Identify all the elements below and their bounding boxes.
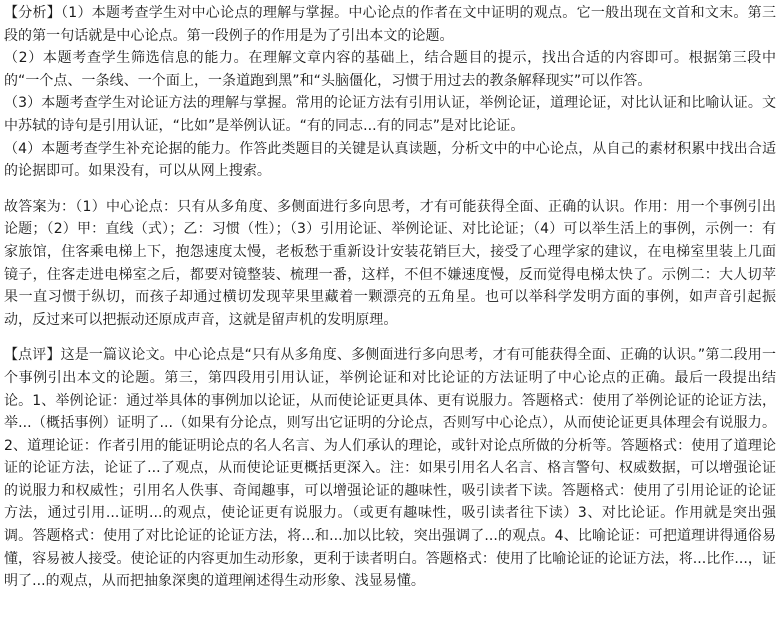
answer-section [4,196,776,332]
section-spacer [4,331,776,344]
analysis-paragraph-2: （2）本题考查学生筛选信息的能力。在理解文章内容的基础上，结合题目的提示，找出合适的内容即可。根据第三段中的“一个点、一条线、一个面上，一条道跑到黑”和“头脑僵化，习惯于用过去的教条解释现实”可以作答。 [4,50,776,89]
comment-paragraph: 【点评】这是一篇议论文。中心论点是“只有从多角度、多侧面进行多向思考，才有可能获得全面、正确的认识。”第二段用一个事例引出本文的论题。第三，第四段用引用认证，举例论证和对比论证的方法证明了中心论点的正确。最后一段提出结论。1、举例论证：通过举具体的事例加以论证，从而使论证更具体、更有说服力。答题格式：使用了举例论证的论证方法，举...（概括事例）证明了...（如果有分论点，则写出它证明的分论点，否则写中心论点），从而使论证更具体理会有说服力。2、道理论证：作者引用的能证明论点的名人名言、为人们承认的理论，或针对论点所做的分析等。答题格式：使用了道理论证的论证方法，论证了...了观点，从而使论证更概括更深入。注：如果引用名人名言、格言警句、权威数据，可以增强论证的说服力和权威性；引用名人佚事、奇闻趣事，可以增强论证的趣味性，吸引读者下读。答题格式：使用了引用论证的论证方法，通过引用...证明...的观点，使论证更有说服力。（或更有趣味性，吸引读者往下读）3、对比论证。作用就是突出强调。答题格式：使用了对比论证的论证方法，将...和...加以比较，突出强调了...的观点。4、比喻论证：可把道理讲得通俗易懂，容易被人接受。使论证的内容更加生动形象，更利于读者明白。答题格式：使用了比喻论证的论证方法，将...比作...，证明了...的观点，从而把抽象深奥的道理阐述得生动形象、浅显易懂。 [4,347,776,590]
analysis-paragraph-3: （3）本题考查学生对论证方法的理解与掌握。常用的论证方法有引用认证，举例论证，道理论证，对比认证和比喻认证。文中苏轼的诗句是引用认证，“比如”是举例认证。“有的同志...有的同志”是对比论证。 [4,95,776,134]
analysis-paragraph-4: （4）本题考查学生补充论据的能力。作答此类题目的关键是认真读题，分析文中的中心论点，从自己的素材积累中找出合适的论据即可。如果没有，可以从网上搜索。 [4,140,776,180]
section-spacer [4,183,776,196]
comment-section [4,344,776,593]
answer-paragraph: 故答案为：（1）中心论点：只有从多角度、多侧面进行多向思考，才有可能获得全面、正确的认识。作用：用一个事例引出论题；（2）甲：直线（式）；乙：习惯（性）；（3）引用论证、举例论证、对比论证；（4）可以举生活上的事例，示例一：有家旅馆，住客乘电梯上下，抱怨速度太慢，老板愁于重新设计安装花销巨大，接受了心理学家的建议，在电梯室里装上几面镜子，住客走进电梯室之后，都要对镜整装、梳理一番，这样，不但不嫌速度慢，反而觉得电梯太快了。示例二：大人切苹果一直习惯于纵切，而孩子却通过横切发现苹果里藏着一颗漂亮的五角星。也可以举科学发明方面的事例，如声音引起振动，反过来可以把振动还原成声音，这就是留声机的发明原理。 [4,198,776,328]
analysis-section [4,2,776,183]
analysis-paragraph-1: 【分析】（1）本题考查学生对中心论点的理解与掌握。中心论点的作者在文中证明的观点。它一般出现在文首和文末。第三段的第一句话就是中心论点。第一段例子的作用是为了引出本文的论题。 [4,5,776,44]
